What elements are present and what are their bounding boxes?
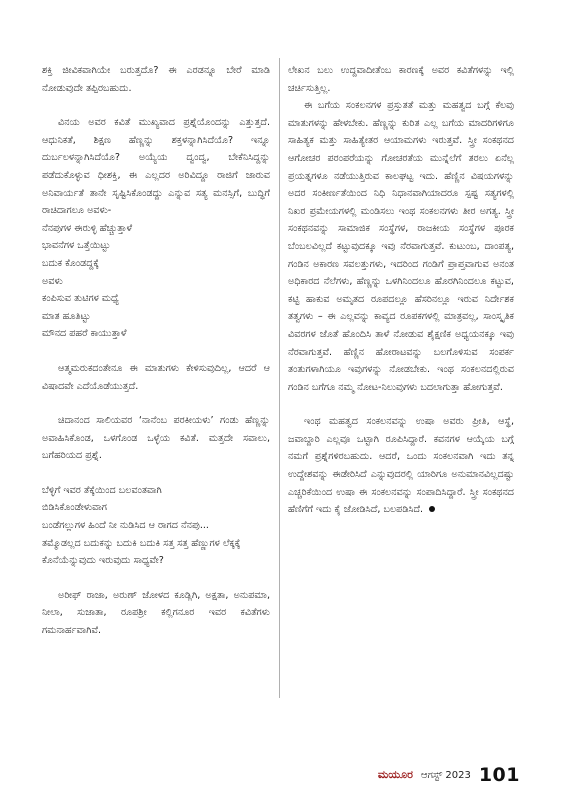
poem-line: ತಮ್ಮೊಡಲ್ಲದ ಬದುಕನ್ನು ಬದುಕಿ ಬದುಕಿ ಸತ್ತ ಸತ್ತ ಹೆಣ್ಣುಗಳ ಲೆಕ್ಕಕ್ಕೆ ಕೊನೆಯೆನ್ನುವುದು ಇರುವುದು ಸಾಧ್ಯವೇ?: [42, 537, 241, 567]
poem-line: ನೆನಪುಗಳ ಈರುಳ್ಳಿ ಹೆಚ್ಚುತ್ತಾಳೆ: [42, 222, 133, 234]
paragraph: [288, 413, 514, 519]
poem-line: ಬಿಡಿಸಿಕೊಂಡೇಳುವಾಗ: [42, 502, 107, 514]
paragraph: ಈ ಬಗೆಯ ಸಂಕಲನಗಳ ಪ್ರಸ್ತುತತೆ ಮತ್ತು ಮಹತ್ವದ ಬಗ್ಗೆ ಕೆಲವು ಮಾತುಗಳನ್ನು ಹೇಳಬೇಕು. ಹೆಣ್ಣನ್ನು ಕುರಿತ ಎಲ್ಲ ಬಗೆಯ ಮಾದರಿಗಳಿಗೂ ಸಾಹಿತ್ಯಕ ಮತ್ತು ಸಾಹಿತ್ಯೇತರ ಆಯಾಮಗಳು ಇರುತ್ತವೆ. ಸ್ತ್ರೀ ಸಂಕಥನದ ಆಗೋಚರ ಪರಂಪರೆಯನ್ನು ಗೋಚರತೆಯ ಮುನ್ನೆಲೆಗೆ ತರಲು ಏನೆಲ್ಲ ಪ್ರಯತ್ನಗಳೂ ನಡೆಯುತ್ತಿರುವ ಕಾಲಘಟ್ಟ ಇದು. ಹೆಣ್ಣಿನ ವಿಷಯಗಳನ್ನು ಅದರ ಸಂಕೀರ್ಣತೆಯಿಂದ ನಿಧಿ ನಿಧಾನವಾಗಿಯಾದರೂ ಸ್ಪಷ್ಟ ಸತ್ಯಗಳಲ್ಲಿ ನಿಖರ ಪ್ರಮೇಯಗಳಲ್ಲಿ ಮಂಡಿಸಲು ಇಂಥ ಸಂಕಲನಗಳು ತೀರ ಅಗತ್ಯ. ಸ್ತ್ರೀ ಸಂಕಥನವನ್ನು ಸಾಮಾಜಿಕ ಸಂಸ್ಥೆಗಳ, ರಾಜಕೀಯ ಸಂಸ್ಥೆಗಳ ಪೂರಕ ಬೆಂಬಲವಿಲ್ಲದೆ ಕಟ್ಟುವುದಕ್ಕೂ ಇವು ನೆರವಾಗುತ್ತವೆ. ಕುಟುಂಬ, ದಾಂಪತ್ಯ, ಗಂಡಿನ ಅಕಾರಣ ಸವಲತ್ತುಗಳು, ಇದರಿಂದ ಗಂಡಿಗೆ ಪ್ರಾಪ್ತವಾಗುವ ಅನಂತ ಅಧಿಕಾರದ ನೆಲೆಗಳು, ಹೆಣ್ಣನ್ನು ಒಳಗಿನಿಂದಲೂ ಹೊರಗಿನಿಂದಲೂ ಕಟ್ಟುವ, ಕಟ್ಟಿ ಹಾಕುವ ಅಮೃತದ ರೂಪದಲ್ಲೂ ಹೆಸರಿನಲ್ಲೂ ಇರುವ ನಿರ್ದೇಶಕ ತತ್ವಗಳು – ಈ ಎಲ್ಲವನ್ನು ಕಾವ್ಯದ ರೂಪಕಗಳಲ್ಲಿ ಮಾತ್ರವಲ್ಲ, ಸಾಂಸ್ಕೃತಿಕ ವಿವರಗಳ ಜೊತೆ ಹೊಂದಿಸಿ ತಾಳೆ ನೋಡುವ ಶೈಕ್ಷಣಿಕ ಅಧ್ಯಯನಕ್ಕೂ ಇವು ನೆರವಾಗುತ್ತವೆ. ಹೆಣ್ಣಿನ ಹೋರಾಟವನ್ನು ಬಲಗೊಳಿಸುವ ಸಂಪರ್ಕ ತಂತುಗಳಾಗಿಯೂ ಇವುಗಳನ್ನು ನೋಡಬೇಕು. ಇಂಥ ಸಂಕಲನದಲ್ಲಿರುವ ಗಂಡಿನ ಬಗೆಗೂ ನಮ್ಮ ನೋಟ-ನಿಲುವುಗಳು ಬದಲಾಗುತ್ತಾ ಹೋಗುತ್ತವೆ.: [288, 100, 514, 393]
poem-line: ಬಂಡೆಗಲ್ಲುಗಳ ಹಿಂದೆ ನೀ ನುಡಿಸಿದ ಆ ರಾಗದ ನೆನಪು...: [42, 520, 209, 532]
left-column: [42, 62, 270, 640]
poem-excerpt: [42, 220, 270, 343]
poem-line: ಮಾತ ಹೂತಿಟ್ಟು: [42, 310, 91, 322]
poem-line: ಬದುಕ ಕೊಂಡದ್ದಕ್ಕೆ: [42, 257, 99, 269]
poem-line: ಭಾವನೆಗಳ ಒತ್ತೆಯಿಟ್ಟು: [42, 240, 111, 252]
poem-line: ಮೌನದ ಪಹರೆ ಕಾಯುತ್ತಾಳೆ: [42, 328, 127, 340]
paragraph: ಅರೀಫ್ ರಾಜಾ, ಅರುಣ್ ಜೋಳದ ಕೂಡ್ಲಿಗಿ, ಅಕ್ಷತಾ, ಅನುಪಮಾ, ನೀಲಾ, ಸುಜಾತಾ, ರೂಪಶ್ರೀ ಕಲ್ಲಿಗನೂರ ಇವರ ಕವಿತೆಗಳು ಗಮನಾರ್ಹವಾಗಿವೆ.: [42, 589, 270, 637]
poem-line: ಬೆಳ್ಳಿಗೆ ಇವರ ತೆಕ್ಕೆಯಿಂದ ಬಲವಂತವಾಗಿ: [42, 484, 162, 496]
paragraph: ಶಕ್ತಿ ಜೀವಿಕವಾಗಿಯೇ ಬರುತ್ತದೊ? ಈ ಎರಡನ್ನೂ ಬೇರೆ ಮಾಡಿ ನೋಡುವುದೇ ತಪ್ಪಿರಬಹುದು.: [42, 65, 270, 94]
paragraph: ಚಿದಾನಂದ ಸಾಲಿಯವರ ‘ನಾನೆಂಬ ಪರಕೀಯಳು’ ಗಂಡು ಹೆಣ್ಣನ್ನು ಅವಾಹಿಸಿಕೊಂಡ, ಒಳಗೊಂಡ ಒಳ್ಳೆಯ ಕವಿತೆ. ಮತ್ತದೇ ಸವಾಲು, ಬಗೆಹರಿಯದ ಪ್ರಶ್ನೆ.: [42, 415, 270, 462]
paragraph: ಲೇಖನ ಬಲು ಉದ್ದವಾದೀತೆಂಬ ಕಾರಣಕ್ಕೆ ಅವರ ಕವಿತೆಗಳನ್ನು ಇಲ್ಲಿ ಚರ್ಚಿಸುತ್ತಿಲ್ಲ.: [288, 65, 514, 94]
poem-excerpt: [42, 482, 270, 570]
page-number: 101: [478, 764, 520, 786]
column-divider: [279, 58, 280, 698]
paragraph: ವಿನಯ ಅವರ ಕವಿತೆ ಮುಖ್ಯವಾದ ಪ್ರಶ್ನೆಯೊಂದನ್ನು ಎತ್ತುತ್ತದೆ. ಆಧುನಿಕತೆ, ಶಿಕ್ಷಣ ಹೆಣ್ಣನ್ನು ಶಕ್ತಳನ್ನಾಗಿಸಿದೆಯೊ? ಇನ್ನೂ ದುರ್ಬಲಳನ್ನಾಗಿಸಿದೆಯೊ? ಅಯ್ಯೆಯ ದ್ವಂದ್ವ, ಬೇಕೆನಿಸಿದ್ದನ್ನು ಪಡೆದುಕೊಳ್ಳುವ ಧೀಶಕ್ತಿ, ಈ ಎಲ್ಲದರ ಅರಿವಿದ್ದೂ ರಾಜಿಗೆ ಜಾರುವ ಅನಿವಾರ್ಯತೆ ತಾನೇ ಸೃಷ್ಟಿಸಿಕೊಂಡದ್ದು ಎನ್ನುವ ಸತ್ಯ ಮನಸ್ಸಿಗೆ, ಬುದ್ಧಿಗೆ ರಾಚಿದಾಗಲೂ ಅವಳು-: [42, 117, 270, 217]
page-footer: [378, 762, 520, 788]
issue-date: ಆಗಸ್ಟ್ 2023: [420, 769, 471, 781]
paragraph-text: ಇಂಥ ಮಹತ್ವದ ಸಂಕಲನವನ್ನು ಉಷಾ ಅವರು ಪ್ರೀತಿ, ಆಸ್ಥೆ, ಜವಾಬ್ದಾರಿ ಎಲ್ಲವೂ ಒಟ್ಟಾಗಿ ರೂಪಿಸಿದ್ದಾರೆ. ಕವನಗಳ ಆಯ್ಕೆಯ ಬಗ್ಗೆ ನಮಗೆ ಪ್ರಶ್ನೆಗಳಿರಬಹುದು. ಆದರೆ, ಒಂದು ಸಂಕಲನವಾಗಿ ಇದು ತನ್ನ ಉದ್ದೇಶವನ್ನು ಈಡೇರಿಸಿದೆ ಎನ್ನುವುದರಲ್ಲಿ ಯಾರಿಗೂ ಅನುಮಾನವಿಲ್ಲದಷ್ಟು ಎಚ್ಚರಿಕೆಯಿಂದ ಉಷಾ ಈ ಸಂಕಲನವನ್ನು ಸಂಪಾದಿಸಿದ್ದಾರೆ. ಸ್ತ್ರೀ ಸಂಕಥನದ ಹೆಣಿಗೆಗೆ ಇದು ಕೈ ಜೋಡಿಸಿದೆ, ಬಲಪಡಿಸಿದೆ.: [288, 416, 514, 516]
right-column: [288, 62, 514, 519]
paragraph: ಆತ್ಮಮರುಕದಂತೇನೂ ಈ ಮಾತುಗಳು ಕೇಳಿಸುವುದಿಲ್ಲ, ಆದರೆ ಆ ವಿಷಾದವೇ ಎದೆಯೊಡೆಯುತ್ತದೆ.: [42, 362, 270, 392]
magazine-brand: ಮಯೂರ: [377, 768, 413, 781]
poem-line: ಅವಳು: [42, 275, 63, 287]
end-mark-icon: [429, 506, 435, 512]
poem-line: ಕಂಪಿಸುವ ತುಟಿಗಳ ಮಧ್ಯೆ: [42, 293, 119, 305]
